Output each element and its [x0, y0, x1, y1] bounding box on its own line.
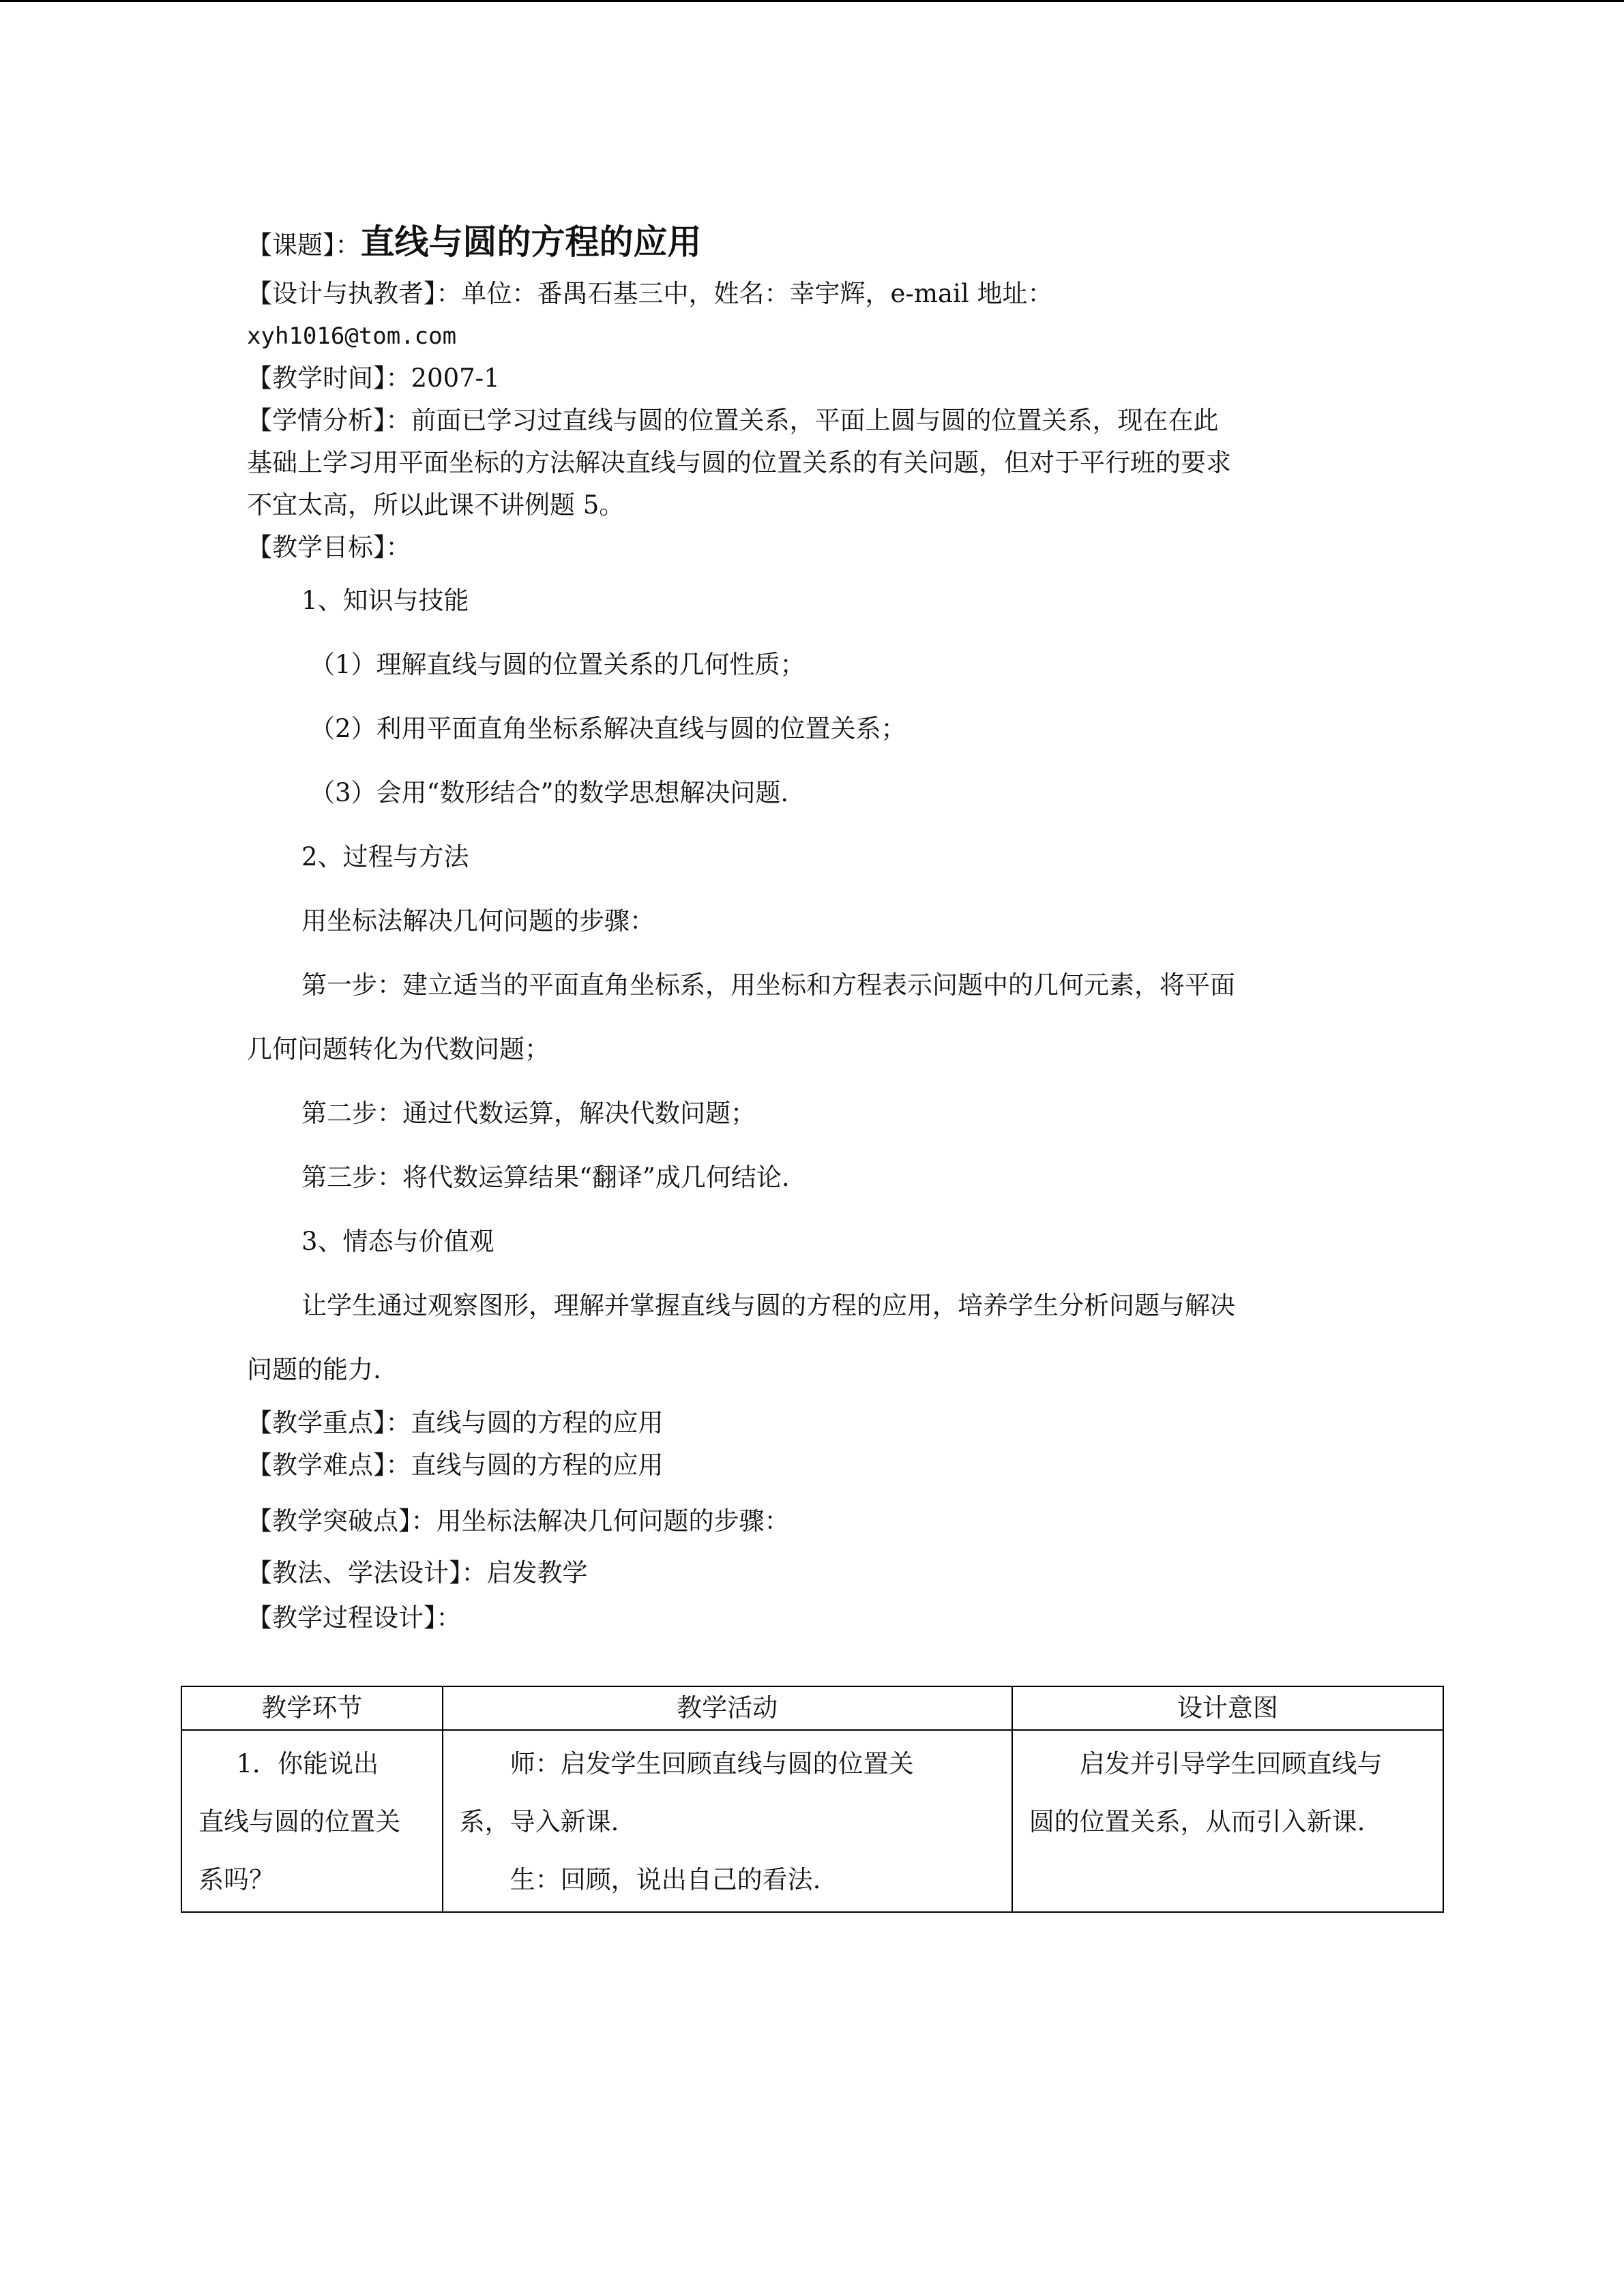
values-heading: 3、情态与价值观	[301, 1227, 494, 1256]
stage-line-1: 1．你能说出	[236, 1749, 379, 1778]
analysis-line-2: 基础上学习用平面坐标的方法解决直线与圆的位置关系的有关问题，但对于平行班的要求	[247, 448, 1231, 477]
values-text-b: 问题的能力.	[247, 1355, 381, 1384]
key-point-value: 直线与圆的方程的应用	[411, 1408, 664, 1437]
breakthrough-value: 用坐标法解决几何问题的步骤：	[436, 1506, 790, 1536]
stage-line-2: 直线与圆的位置关	[198, 1807, 400, 1836]
lesson-title-label: 【课题】：	[247, 230, 361, 260]
header-activity: 教学活动	[443, 1686, 1012, 1730]
knowledge-heading: 1、知识与技能	[301, 586, 469, 615]
activity-line-3: 生：回顾，说出自己的看法.	[510, 1865, 821, 1894]
analysis-text-1: 前面已学习过直线与圆的位置关系，平面上圆与圆的位置关系，现在在此	[411, 406, 1219, 435]
process-step-1b: 几何问题转化为代数问题；	[247, 1034, 550, 1064]
teach-time-label: 【教学时间】：	[247, 363, 411, 393]
activity-line-1: 师：启发学生回顾直线与圆的位置关	[510, 1749, 914, 1778]
lesson-title	[247, 211, 1379, 273]
table-row	[181, 1730, 1443, 1912]
difficulty-label: 【教学难点】：	[247, 1450, 411, 1480]
breakthrough-label: 【教学突破点】：	[247, 1506, 437, 1536]
analysis-line-1	[247, 400, 1379, 442]
designer-label: 【设计与执教者】：	[247, 279, 462, 308]
table-header-row	[181, 1686, 1443, 1730]
designer-text: 单位：番禺石基三中，姓名：幸宇辉，e-mail 地址：	[461, 279, 1053, 308]
designer-line	[247, 273, 1379, 315]
process-heading: 2、过程与方法	[301, 842, 469, 871]
key-point-label: 【教学重点】：	[247, 1408, 411, 1437]
cell-stage	[181, 1730, 443, 1912]
process-step-2: 第二步：通过代数运算，解决代数问题；	[301, 1099, 756, 1128]
method-label: 【教法、学法设计】：	[247, 1558, 487, 1587]
knowledge-item-1: （1）理解直线与圆的位置关系的几何性质；	[310, 650, 806, 679]
knowledge-item-3: （3）会用“数形结合”的数学思想解决问题.	[310, 778, 789, 807]
process-intro: 用坐标法解决几何问题的步骤：	[301, 906, 655, 936]
intent-line-2: 圆的位置关系，从而引入新课.	[1029, 1807, 1365, 1836]
cell-activity	[443, 1730, 1012, 1912]
analysis-label: 【学情分析】：	[247, 406, 411, 435]
method-line	[247, 1549, 1379, 1597]
breakthrough-line	[247, 1493, 1379, 1549]
process-step-3: 第三步：将代数运算结果“翻译”成几何结论.	[301, 1163, 790, 1192]
teach-time-value: 2007-1	[411, 363, 500, 393]
process-step-1a: 第一步：建立适当的平面直角坐标系，用坐标和方程表示问题中的几何元素，将平面	[301, 970, 1235, 1000]
header-stage: 教学环节	[181, 1686, 443, 1730]
knowledge-item-2: （2）利用平面直角坐标系解决直线与圆的位置关系；	[310, 714, 906, 743]
stage-line-3: 系吗？	[198, 1865, 274, 1894]
difficulty-line	[247, 1444, 1379, 1487]
activity-line-2: 系，导入新课.	[459, 1807, 619, 1836]
page-top-border	[0, 0, 1624, 2]
key-point-line	[247, 1402, 1379, 1444]
lesson-plan-document	[247, 211, 1379, 1639]
lesson-title-text: 直线与圆的方程的应用	[360, 222, 702, 262]
teach-time-line	[247, 357, 1379, 400]
designer-email: xyh1016@tom.com	[247, 323, 457, 350]
method-value: 启发教学	[486, 1558, 588, 1587]
objectives-label: 【教学目标】：	[247, 533, 411, 562]
values-text-a: 让学生通过观察图形，理解并掌握直线与圆的方程的应用，培养学生分析问题与解决	[301, 1291, 1235, 1320]
process-design-label: 【教学过程设计】：	[247, 1603, 462, 1632]
header-intent: 设计意图	[1012, 1686, 1443, 1730]
teaching-process-table	[181, 1686, 1444, 1913]
intent-line-1: 启发并引导学生回顾直线与	[1079, 1749, 1383, 1778]
difficulty-value: 直线与圆的方程的应用	[411, 1450, 664, 1480]
cell-intent	[1012, 1730, 1443, 1912]
analysis-line-3: 不宜太高，所以此课不讲例题 5。	[247, 490, 625, 520]
